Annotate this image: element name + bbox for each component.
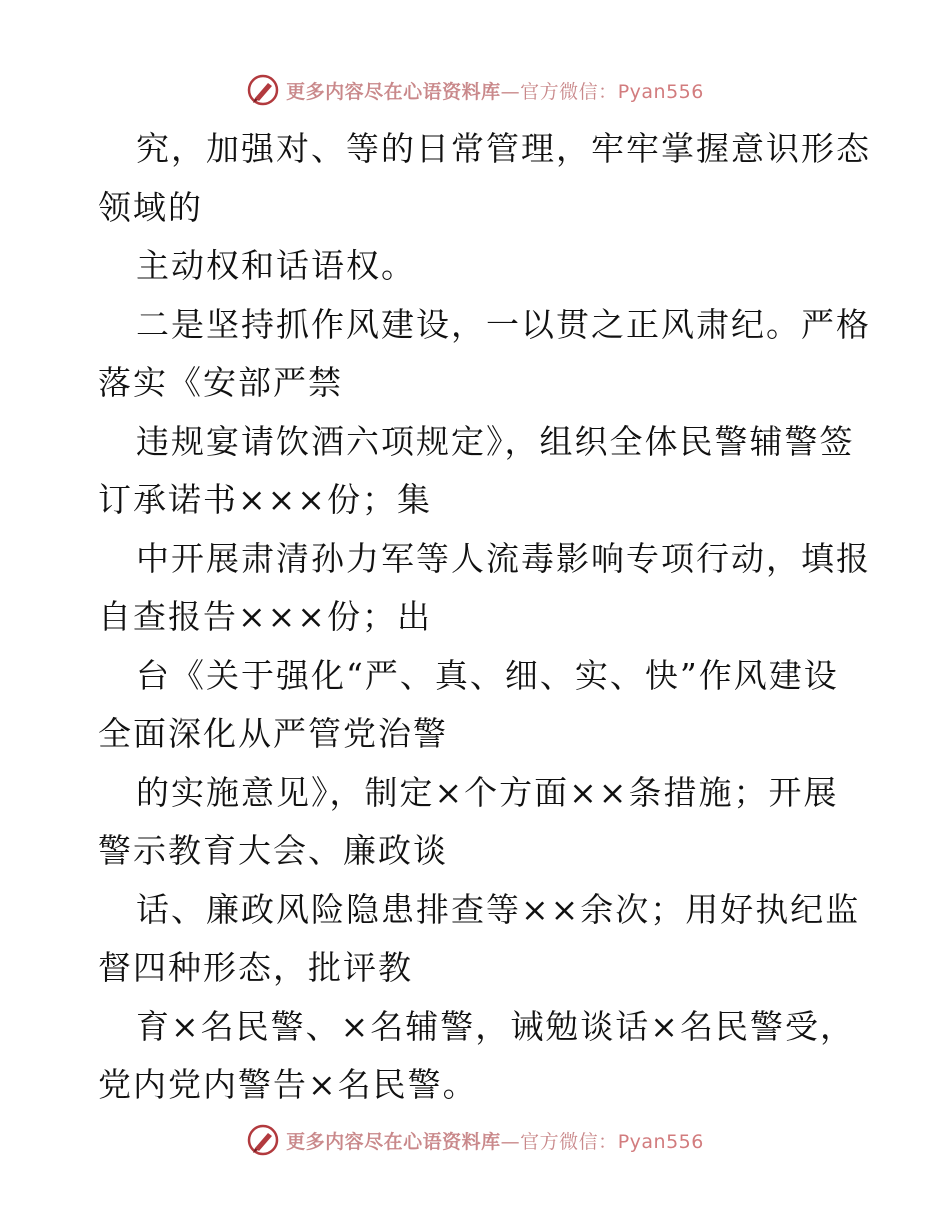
watermark-separator: —: [500, 1130, 521, 1153]
text-line: 订承诺书×××份；集: [98, 480, 432, 519]
watermark-wechat-id: Pyan556: [617, 1130, 704, 1153]
text-line: 警示教育大会、廉政谈: [98, 831, 448, 870]
text-line: 育×名民警、×名辅警，诫勉谈话×名民警受，: [136, 1006, 855, 1046]
text-line: 台《关于强化“严、真、细、实、快”作风建设: [136, 655, 839, 695]
text-line: 落实《安部严禁: [98, 363, 343, 402]
text-line: 领域的: [98, 187, 203, 227]
watermark-wechat-id: Pyan556: [617, 80, 704, 103]
text-line: 中开展肃清孙力军等人流毒影响专项行动，填报: [136, 538, 871, 578]
text-line: 主动权和话语权。: [136, 246, 416, 285]
watermark-label: 官方微信：: [520, 1130, 618, 1153]
text-line: 违规宴请饮酒六项规定》，组织全体民警辅警签: [136, 421, 855, 461]
header-watermark: [0, 70, 950, 110]
watermark-main-text: 更多内容尽在心语资料库: [286, 80, 501, 103]
text-line: 的实施意见》，制定×个方面××条措施；开展: [136, 772, 839, 812]
text-line: 话、廉政风险隐患排查等××余次；用好执纪监: [136, 889, 861, 929]
footer-watermark: [0, 1120, 950, 1160]
document-body: [98, 120, 871, 1115]
watermark-separator: —: [500, 80, 521, 103]
text-line: 自查报告×××份；出: [98, 597, 432, 636]
watermark-label: 官方微信：: [520, 80, 618, 103]
pen-logo-icon: [246, 1123, 280, 1157]
pen-logo-icon: [246, 73, 280, 107]
watermark-main-text: 更多内容尽在心语资料库: [286, 1130, 501, 1153]
text-line: 究，加强对、等的日常管理，牢牢掌握意识形态: [136, 129, 871, 168]
text-line: 党内党内警告×名民警。: [98, 1065, 478, 1104]
text-line: 全面深化从严管党治警: [98, 714, 448, 753]
text-line: 二是坚持抓作风建设，一以贯之正风肃纪。严格: [136, 304, 871, 344]
text-line: 督四种形态，批评教: [98, 948, 413, 987]
